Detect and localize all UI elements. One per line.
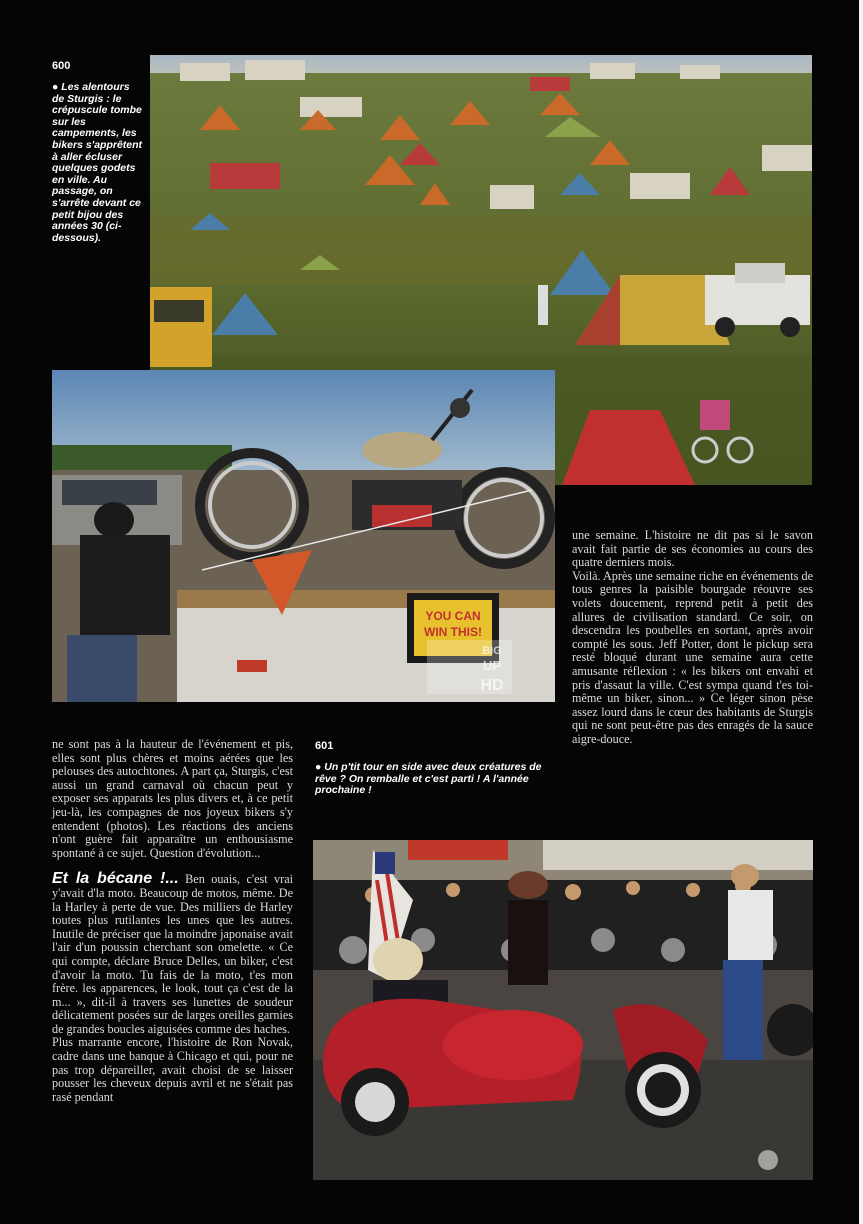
right-paragraph-2: Voilà. Après une semaine riche en événements de tous genres la paisible bourgade réouvre ses volets doucement, reprend petit à petit des allures de civilisation standard. Ce soir, on descendra les poubelles en sortant, après avoir compté les sous. Jeff Potter, dont le pickup sera resté bloqué durant une semaine aura cette amusante réflexion : « les bikers ont envahi et pris d'assaut la ville. C'est sympa quand t'es toi-même un biker, sinon... » Ce léger sinon pèse assez lourd dans le cœur des habitants de Sturgis qui ne sont peut-être pas des enragés de la sauce aigre-douce. (572, 568, 813, 746)
sidecar-photo (313, 840, 813, 1180)
page-edge (859, 0, 863, 1224)
bullet-icon: ● (52, 81, 59, 93)
left-column-text (52, 738, 293, 1104)
middle-caption (315, 762, 558, 797)
right-column-text (572, 529, 813, 747)
top-caption (52, 82, 144, 244)
page-number-600: 600 (52, 60, 71, 72)
left-paragraph-3: Plus marrante encore, l'histoire de Ron Novak, cadre dans une banque à Chicago et qui, pour ne pas trop dépareiller, avait choisi de se laisser pousser les cheveux depuis avril et ne s'était pas rasé pendant (52, 1035, 293, 1104)
sign-line-2: WIN THIS! (424, 625, 482, 639)
page-number-601: 601 (315, 740, 334, 752)
left-paragraph-1: ne sont pas à la hauteur de l'événement et pis, elles sont plus chères et moins aérées que les pelouses des autochtones. A part ça, Sturgis, c'est aussi un grand carnaval où chacun peut y exposer ses apparats les plus divers et, à ce petit jeu-là, les compagnes de nos joyeux bikers s'y entendent (photos). Les réactions des anciens n'ont guère fait apparaître un enthousiasme spontané à ce sujet. Question d'évolution... (52, 737, 293, 860)
watermark-mid: UP (482, 658, 502, 673)
right-paragraph-1: une semaine. L'histoire ne dit pas si le savon avait fait partie de ses économies au cours des quatre derniers mois. (572, 528, 813, 570)
watermark-bottom: HD (480, 677, 504, 694)
top-caption-text: Les alentours de Sturgis : le crépuscule tombe sur les campements, les bikers s'apprêtent à aller écluser quelques godets en ville. Au passage, on s'arrête devant ce petit bijou des années 30 (ci-dessous). (52, 81, 143, 244)
left-paragraph-2-text: Ben ouais, c'est vrai y'avait d'la moto. Beaucoup de motos, même. De la Harley à perte de vue. Des milliers de Harley toutes plus rutilantes les unes que les autres. Inutile de préciser que la moindre japonaise avait l'air d'un poussin cherchant son omelette. « Ce qui compte, déclare Bruce Delles, un biker, c'est d'avoir la moto. Tu fais de la moto, t'es mon frère. les apparences, le look, tout ça c'est de la m... », dit-il à travers ses lunettes de soudeur délicatement posées sur de larges oreilles garnies de grandes boucles aiguisées comme des haches. (52, 872, 294, 1036)
watermark-top: BIG (482, 645, 502, 657)
middle-caption-text: Un p'tit tour en side avec deux créatures de rêve ? On remballe et c'est parti ! A l'année prochaine ! (315, 761, 542, 797)
sign-line-1: YOU CAN (425, 609, 481, 623)
bullet-icon: ● (315, 761, 322, 773)
truck-motorcycle-photo (52, 370, 555, 702)
section-lead-heading: Et la bécane !... (52, 870, 179, 888)
left-paragraph-2 (52, 872, 293, 1036)
